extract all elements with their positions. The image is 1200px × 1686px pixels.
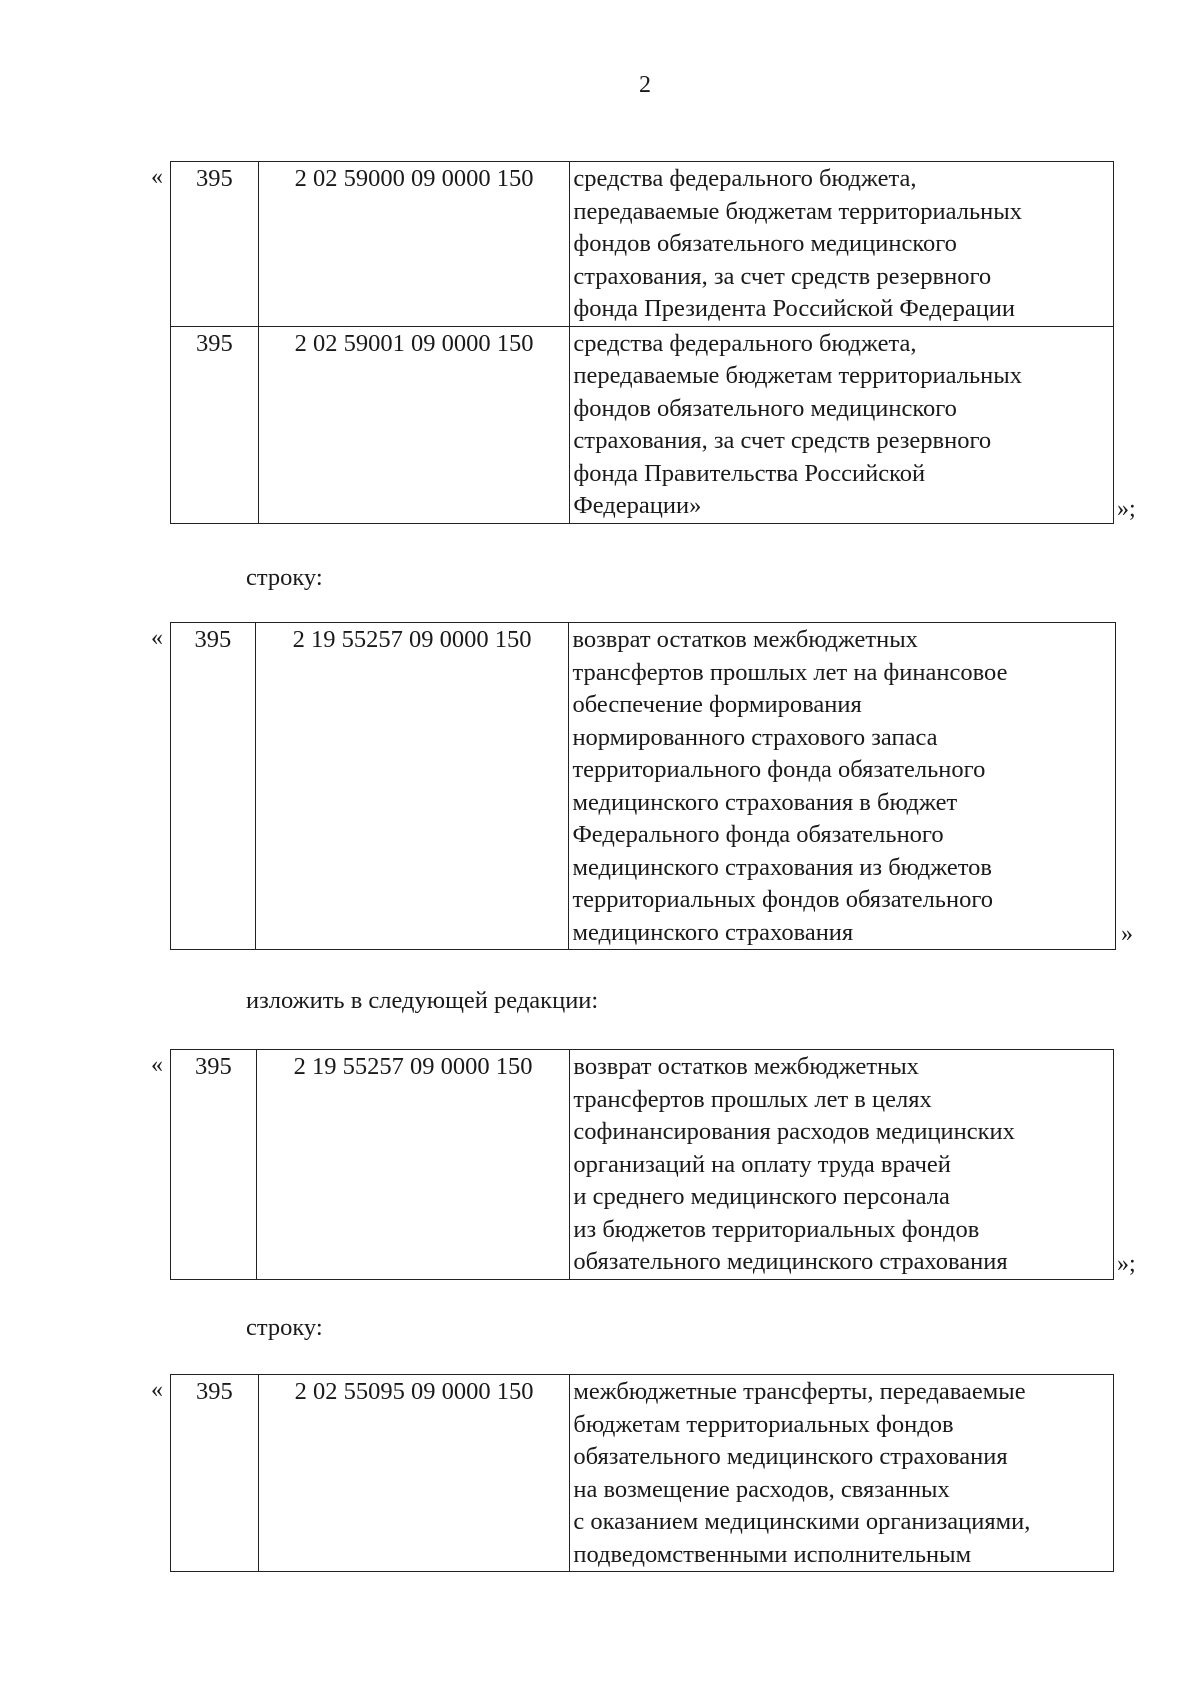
description-cell — [570, 326, 1114, 523]
kbk-code-cell: 2 02 55095 09 0000 150 — [258, 1375, 570, 1572]
page-number: 2 — [639, 72, 651, 98]
description-line: межбюджетные трансферты, передаваемые — [573, 1378, 1026, 1405]
paragraph-text: изложить в следующей редакции: — [246, 987, 599, 1014]
kbk-code-cell: 2 19 55257 09 0000 150 — [256, 1050, 570, 1280]
description-line: фонда Правительства Российской — [573, 459, 926, 487]
table-row — [171, 623, 1116, 950]
description-line: обеспечение формирования — [572, 691, 862, 718]
table-row — [171, 1050, 1114, 1280]
description-line: Федерального фонда обязательного — [572, 821, 944, 848]
description-line: страхования, за счет средств резервного — [573, 262, 992, 290]
description-line: нормированного страхового запаса — [572, 723, 938, 751]
description-line: бюджетам территориальных фондов — [573, 1410, 954, 1438]
table-row — [171, 1375, 1114, 1572]
paragraph-text: строку: — [246, 1314, 323, 1341]
description-line: передаваемые бюджетам территориальных — [573, 362, 1022, 389]
description-line: медицинского страхования — [572, 918, 854, 946]
description-line: средства федерального бюджета, — [573, 165, 917, 192]
description-line: передаваемые бюджетам территориальных — [573, 197, 1022, 225]
description-line: страхования, за счет средств резервного — [573, 427, 992, 454]
paragraph-text: строку: — [246, 564, 323, 591]
description-line: возврат остатков межбюджетных — [573, 1053, 919, 1080]
description-line: медицинского страхования в бюджет — [572, 788, 958, 816]
table-row — [171, 162, 1114, 327]
description-line: софинансирования расходов медицинских — [573, 1118, 1015, 1145]
description-line: территориальных фондов обязательного — [572, 886, 994, 913]
description-line: фондов обязательного медицинского — [573, 394, 957, 422]
admin-code-cell: 395 — [171, 623, 256, 950]
description-cell — [570, 1375, 1114, 1572]
close-quote: » — [1121, 921, 1133, 947]
admin-code-cell: 395 — [171, 162, 259, 327]
description-line: из бюджетов территориальных фондов — [573, 1215, 980, 1243]
close-quote: »; — [1117, 1251, 1136, 1277]
description-line: территориального фонда обязательного — [572, 756, 986, 783]
description-line: фонда Президента Российской Федерации — [573, 295, 1016, 322]
open-quote: « — [151, 1052, 163, 1078]
description-line: медицинского страхования из бюджетов — [572, 853, 992, 881]
description-line: возврат остатков межбюджетных — [572, 626, 918, 653]
description-line: средства федерального бюджета, — [573, 329, 917, 357]
kbk-code-cell: 2 02 59001 09 0000 150 — [258, 326, 570, 523]
budget-table — [170, 161, 1114, 524]
description-line: на возмещение расходов, связанных — [573, 1475, 950, 1503]
close-quote: »; — [1117, 496, 1136, 522]
description-cell — [570, 1050, 1114, 1280]
description-line: обязательного медицинского страхования — [573, 1443, 1008, 1470]
open-quote: « — [151, 164, 163, 190]
kbk-code-cell: 2 19 55257 09 0000 150 — [255, 623, 569, 950]
open-quote: « — [151, 1377, 163, 1403]
description-line: и среднего медицинского персонала — [573, 1183, 950, 1210]
description-line: фондов обязательного медицинского — [573, 230, 957, 257]
description-line: с оказанием медицинскими организациями, — [573, 1508, 1031, 1535]
description-line: трансфертов прошлых лет на финансовое — [572, 658, 1008, 686]
admin-code-cell: 395 — [171, 326, 259, 523]
admin-code-cell: 395 — [171, 1375, 259, 1572]
description-line: организаций на оплату труда врачей — [573, 1150, 951, 1178]
table-row — [171, 326, 1114, 523]
description-line: подведомственными исполнительным — [573, 1540, 972, 1568]
description-line: Федерации» — [573, 492, 702, 519]
open-quote: « — [151, 625, 163, 651]
description-cell — [569, 623, 1116, 950]
description-line: обязательного медицинского страхования — [573, 1248, 1008, 1275]
budget-table — [170, 1374, 1114, 1572]
description-cell — [570, 162, 1114, 327]
budget-table — [170, 622, 1116, 950]
kbk-code-cell: 2 02 59000 09 0000 150 — [258, 162, 570, 327]
budget-table — [170, 1049, 1114, 1280]
description-line: трансфертов прошлых лет в целях — [573, 1085, 932, 1113]
admin-code-cell: 395 — [171, 1050, 257, 1280]
